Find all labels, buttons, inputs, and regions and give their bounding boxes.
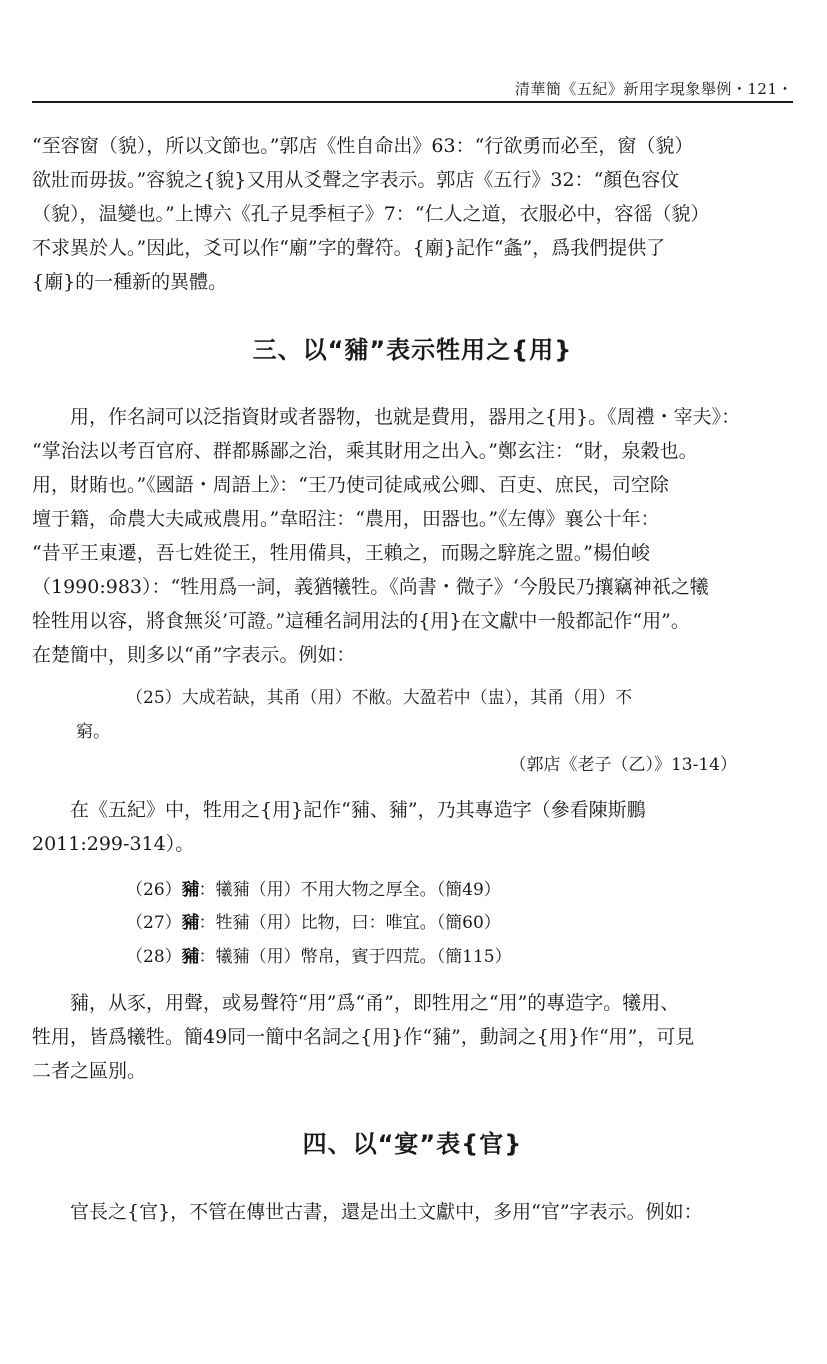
example-number: （26） bbox=[126, 880, 182, 900]
text-line: {廟}的一種新的異體。 bbox=[32, 271, 228, 293]
example-text: ：犧豧（用）幣帛，賓于四荒。（簡115） bbox=[198, 947, 512, 967]
bamboo-slip-glyph: 豧 bbox=[181, 880, 200, 900]
text-line: “掌治法以考百官府、群都縣鄙之治，乘其財用之出入。”鄭玄注：“財，泉穀也。 bbox=[32, 440, 698, 462]
example-text: ：犧豧（用）不用大物之厚全。（簡49） bbox=[198, 880, 501, 900]
text-line: 2011:299-314）。 bbox=[32, 833, 195, 855]
text-line: 壇于籍，命農大夫咸戒農用。”韋昭注：“農用，田器也。”《左傳》襄公十年： bbox=[32, 508, 660, 530]
paragraph-4 bbox=[32, 986, 793, 1088]
example-26 bbox=[126, 873, 501, 907]
paragraph-2 bbox=[32, 400, 793, 672]
section-heading-4: 四、以“宴”表{官} bbox=[302, 1130, 523, 1158]
text-line: （貌），温變也。”上博六《孔子見季桓子》7：“仁人之道，衣服必中，容徭（貌） bbox=[32, 203, 710, 225]
example-28 bbox=[126, 940, 512, 974]
example-25-line-2: 窮。 bbox=[76, 722, 110, 742]
running-header: 清華簡《五紀》新用字現象舉例・121・ bbox=[514, 80, 793, 98]
text-line: 用，作名詞可以泛指資財或者器物，也就是費用，器用之{用}。《周禮・宰夫》： bbox=[70, 406, 741, 428]
text-line: 用，財賄也。”《國語・周語上》：“王乃使司徒咸戒公卿、百吏、庶民，司空除 bbox=[32, 474, 669, 496]
paragraph-1 bbox=[32, 129, 793, 299]
text-line: 在《五紀》中，牲用之{用}記作“豧、豧”，乃其專造字（參看陳斯鵬 bbox=[70, 799, 646, 821]
example-27 bbox=[126, 906, 501, 940]
text-line: 不求異於人。”因此，爻可以作“廟”字的聲符。{廟}記作“螽”，爲我們提供了 bbox=[32, 237, 666, 259]
text-line: “昔平王東遷，吾七姓從王，牲用備具，王賴之，而賜之騂旄之盟。”楊伯峻 bbox=[32, 542, 650, 564]
header-rule bbox=[32, 101, 793, 103]
text-line: 在楚簡中，則多以“甬”字表示。例如： bbox=[32, 644, 356, 666]
text-line: 牷牲用以容，將食無災’可證。”這種名詞用法的{用}在文獻中一般都記作“用”。 bbox=[32, 610, 690, 632]
text-line: （1990:983）：“牲用爲一詞，義猶犧牲。《尚書・微子》‘今殷民乃攘竊神祇之犧 bbox=[32, 576, 709, 598]
text-line: 二者之區別。 bbox=[32, 1060, 147, 1082]
example-25-source: （郭店《老子（乙）》13-14） bbox=[509, 755, 737, 775]
example-text: ：牲豧（用）比物，曰：唯宜。（簡60） bbox=[198, 913, 501, 933]
bamboo-slip-glyph: 豧 bbox=[181, 913, 200, 933]
example-number: （28） bbox=[126, 947, 182, 967]
section-heading-3: 三、以“豧”表示牲用之{用} bbox=[252, 336, 573, 364]
text-line: 欲壯而毋拔。”容貌之{貌}又用从爻聲之字表示。郭店《五行》32：“顏色容伩 bbox=[32, 169, 680, 191]
text-line: 豧，从豕，用聲，或易聲符“用”爲“甬”，即牲用之“用”的專造字。犧用、 bbox=[70, 992, 680, 1014]
paragraph-3 bbox=[32, 793, 793, 861]
text-line: “至容窗（貌），所以文節也。”郭店《性自命出》63：“行欲勇而必至，窗（貌） bbox=[32, 135, 694, 157]
paragraph-5 bbox=[32, 1195, 793, 1229]
example-25-line-1: （25）大成若缺，其甬（用）不敝。大盈若中（盅），其甬（用）不 bbox=[126, 688, 633, 708]
text-line: 牲用，皆爲犧牲。簡49同一簡中名詞之{用}作“豧”，動詞之{用}作“用”，可見 bbox=[32, 1026, 695, 1048]
bamboo-slip-glyph: 豧 bbox=[181, 947, 200, 967]
example-number: （27） bbox=[126, 913, 182, 933]
text-line: 官長之{官}，不管在傳世古書，還是出土文獻中，多用“官”字表示。例如： bbox=[70, 1201, 703, 1223]
